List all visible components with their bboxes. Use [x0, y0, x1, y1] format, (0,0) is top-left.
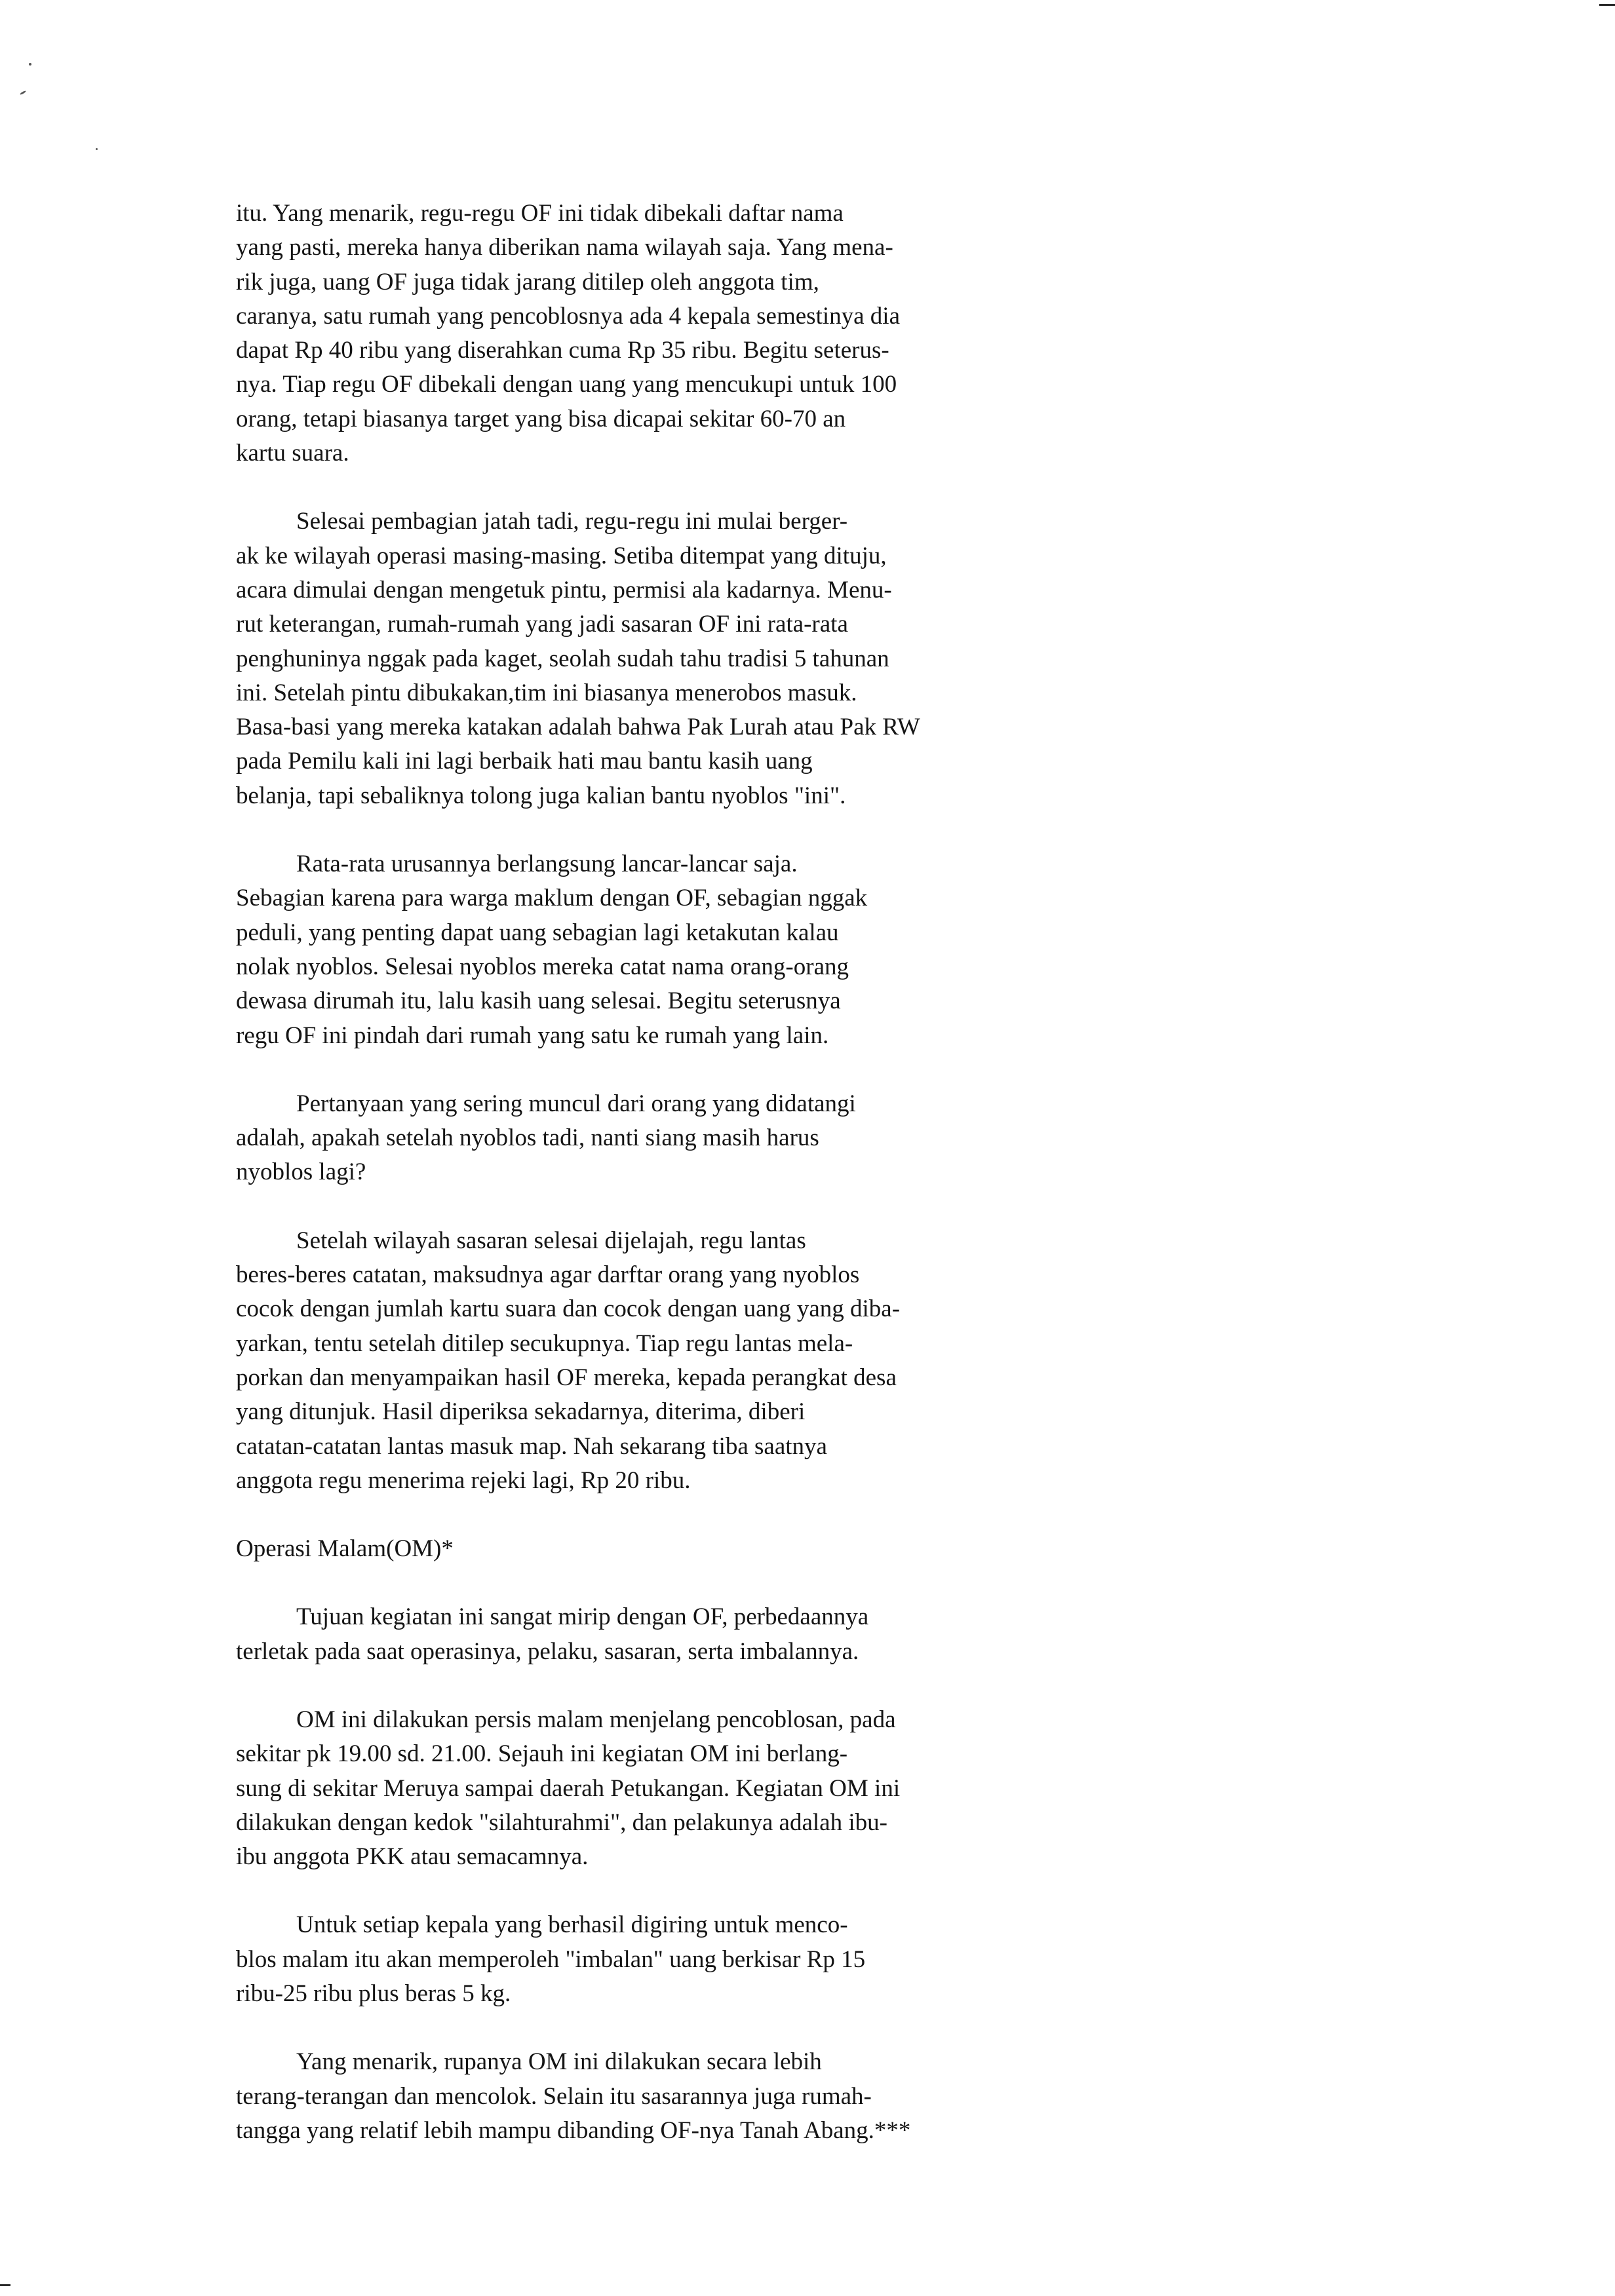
text-line: yarkan, tentu setelah ditilep secukupnya. Tiap regu lantas mela-: [236, 1330, 853, 1357]
text-line: Sebagian karena para warga maklum dengan OF, sebagian nggak: [236, 885, 868, 912]
scan-speck-top-left-3: [96, 148, 98, 150]
paragraph: [236, 1600, 1042, 1669]
text-line: adalah, apakah setelah nyoblos tadi, nanti siang masih harus: [236, 1124, 819, 1152]
text-line: blos malam itu akan memperoleh "imbalan" uang berkisar Rp 15: [236, 1945, 866, 1973]
scan-speck-top-left: [29, 63, 31, 66]
text-line: Operasi Malam(OM)*: [236, 1535, 454, 1563]
text-line: belanja, tapi sebaliknya tolong juga kalian bantu nyoblos "ini".: [236, 782, 846, 809]
document-body: [236, 197, 1042, 2148]
text-line: OM ini dilakukan persis malam menjelang pencoblosan, pada: [296, 1706, 896, 1733]
text-line: dapat Rp 40 ribu yang diserahkan cuma Rp 35 ribu. Begitu seterus-: [236, 337, 889, 364]
text-line: Untuk setiap kepala yang berhasil digiring untuk menco-: [296, 1911, 848, 1939]
text-line: yang ditunjuk. Hasil diperiksa sekadarnya, diterima, diberi: [236, 1398, 806, 1426]
text-line: nyoblos lagi?: [236, 1158, 366, 1186]
text-line: caranya, satu rumah yang pencoblosnya ada 4 kepala semestinya dia: [236, 302, 901, 330]
scan-edge-mark-bottom-left: [0, 2284, 10, 2286]
text-line: Tujuan kegiatan ini sangat mirip dengan OF, perbedaannya: [296, 1603, 869, 1631]
text-line: Yang menarik, rupanya OM ini dilakukan secara lebih: [296, 2048, 822, 2076]
paragraph: [236, 1908, 1042, 2011]
text-line: sung di sekitar Meruya sampai daerah Petukangan. Kegiatan OM ini: [236, 1774, 901, 1802]
paragraph: [236, 1224, 1042, 1498]
text-line: Rata-rata urusannya berlangsung lancar-lancar saja.: [296, 851, 798, 878]
text-line: Basa-basi yang mereka katakan adalah bahwa Pak Lurah atau Pak RW: [236, 714, 920, 741]
text-line: ribu-25 ribu plus beras 5 kg.: [236, 1980, 511, 2008]
text-line: kartu suara.: [236, 440, 349, 467]
paragraph: [236, 197, 1042, 470]
text-line: terletak pada saat operasinya, pelaku, sasaran, serta imbalannya.: [236, 1637, 859, 1665]
text-line: pada Pemilu kali ini lagi berbaik hati mau bantu kasih uang: [236, 748, 813, 775]
section-heading: [236, 1532, 1042, 1566]
scan-speck-top-left-2: [20, 90, 26, 96]
text-line: dilakukan dengan kedok "silahturahmi", dan pelakunya adalah ibu-: [236, 1808, 887, 1836]
text-line: yang pasti, mereka hanya diberikan nama wilayah saja. Yang mena-: [236, 234, 893, 261]
text-line: Pertanyaan yang sering muncul dari orang yang didatangi: [296, 1090, 856, 1117]
paragraph: [236, 1087, 1042, 1190]
paragraph-gap: [236, 1053, 1042, 1087]
text-line: anggota regu menerima rejeki lagi, Rp 20 ribu.: [236, 1466, 691, 1494]
text-line: cocok dengan jumlah kartu suara dan cocok dengan uang yang diba-: [236, 1295, 901, 1323]
text-line: orang, tetapi biasanya target yang bisa dicapai sekitar 60-70 an: [236, 405, 846, 432]
text-line: peduli, yang penting dapat uang sebagian lagi ketakutan kalau: [236, 919, 839, 946]
text-line: penghuninya nggak pada kaget, seolah sudah tahu tradisi 5 tahunan: [236, 645, 889, 672]
text-line: Selesai pembagian jatah tadi, regu-regu ini mulai berger-: [296, 508, 848, 535]
paragraph-gap: [236, 1190, 1042, 1224]
paragraph-gap: [236, 1498, 1042, 1532]
text-line: acara dimulai dengan mengetuk pintu, permisi ala kadarnya. Menu-: [236, 576, 892, 603]
text-line: nya. Tiap regu OF dibekali dengan uang yang mencukupi untuk 100: [236, 371, 897, 398]
paragraph-gap: [236, 2011, 1042, 2045]
text-line: tangga yang relatif lebih mampu dibanding OF-nya Tanah Abang.***: [236, 2116, 911, 2144]
text-line: rut keterangan, rumah-rumah yang jadi sasaran OF ini rata-rata: [236, 611, 848, 638]
text-line: catatan-catatan lantas masuk map. Nah sekarang tiba saatnya: [236, 1432, 827, 1460]
text-line: terang-terangan dan mencolok. Selain itu sasarannya juga rumah-: [236, 2082, 872, 2110]
text-line: ak ke wilayah operasi masing-masing. Setiba ditempat yang dituju,: [236, 542, 887, 569]
scan-edge-mark-top-right: [1599, 4, 1615, 6]
text-line: sekitar pk 19.00 sd. 21.00. Sejauh ini kegiatan OM ini berlang-: [236, 1740, 848, 1768]
text-line: ibu anggota PKK atau semacamnya.: [236, 1843, 589, 1871]
text-line: regu OF ini pindah dari rumah yang satu ke rumah yang lain.: [236, 1022, 829, 1049]
text-line: beres-beres catatan, maksudnya agar darftar orang yang nyoblos: [236, 1261, 860, 1289]
paragraph-gap: [236, 470, 1042, 505]
text-line: Setelah wilayah sasaran selesai dijelajah, regu lantas: [296, 1227, 806, 1254]
text-line: porkan dan menyampaikan hasil OF mereka, kepada perangkat desa: [236, 1364, 897, 1391]
text-line: nolak nyoblos. Selesai nyoblos mereka catat nama orang-orang: [236, 953, 849, 980]
paragraph-gap: [236, 1566, 1042, 1600]
paragraph-gap: [236, 1669, 1042, 1703]
paragraph: [236, 505, 1042, 813]
text-line: itu. Yang menarik, regu-regu OF ini tidak dibekali daftar nama: [236, 200, 844, 227]
text-line: ini. Setelah pintu dibukakan,tim ini biasanya menerobos masuk.: [236, 679, 857, 706]
paragraph-gap: [236, 1874, 1042, 1908]
paragraph: [236, 847, 1042, 1053]
paragraph: [236, 2045, 1042, 2148]
text-line: rik juga, uang OF juga tidak jarang ditilep oleh anggota tim,: [236, 268, 819, 296]
text-line: dewasa dirumah itu, lalu kasih uang selesai. Begitu seterusnya: [236, 987, 841, 1015]
paragraph: [236, 1703, 1042, 1874]
paragraph-gap: [236, 813, 1042, 847]
